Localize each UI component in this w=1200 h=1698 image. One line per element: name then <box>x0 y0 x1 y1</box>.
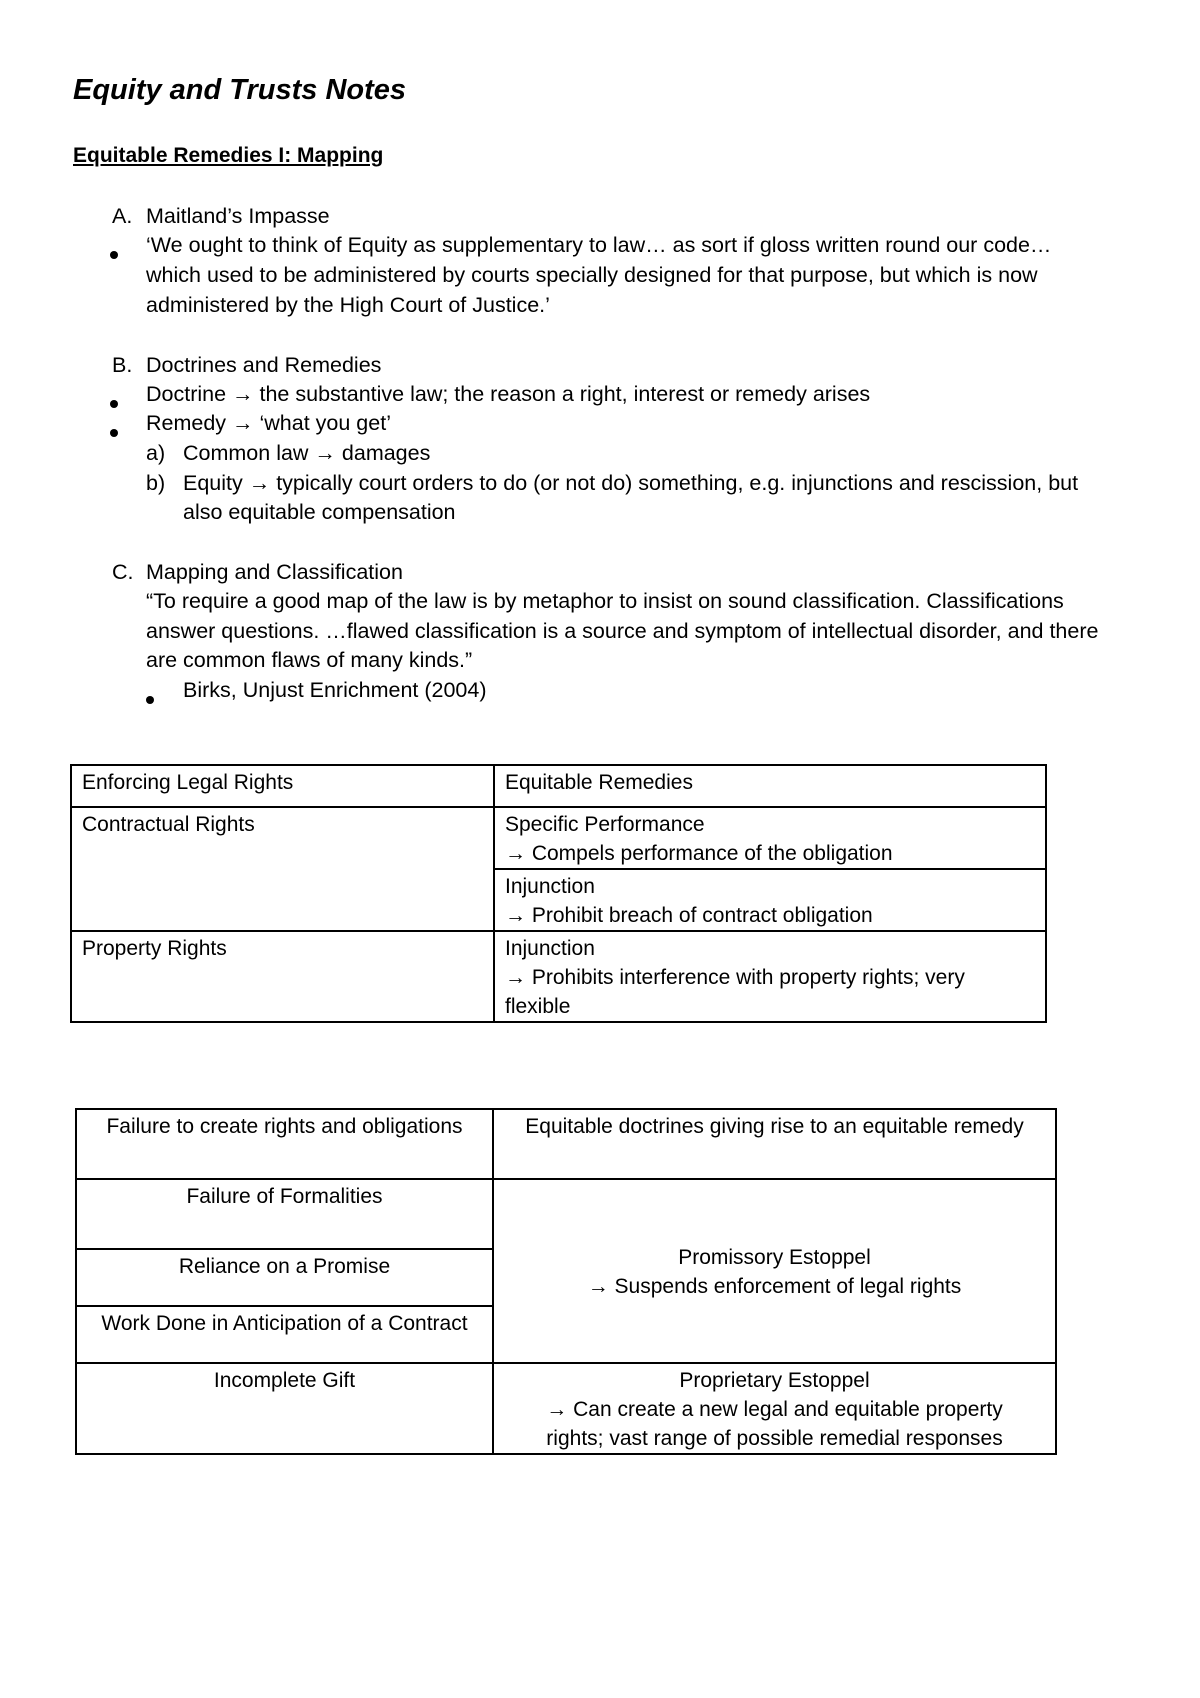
sub-a-marker: a) <box>146 441 166 465</box>
quote-line: which used to be administered by courts specially designed for that purpose, but which is now <box>146 263 1038 287</box>
remedy-title: Injunction <box>505 937 595 960</box>
doctrine-desc: → Suspends enforcement of legal rights <box>587 1275 962 1298</box>
bullet-icon <box>110 240 118 265</box>
remedy-desc: → Prohibits interference with property rights; very <box>505 966 965 989</box>
section-c-marker: C. <box>112 560 134 584</box>
table-row <box>76 1109 1056 1179</box>
table-row <box>71 807 1046 869</box>
table-cell: Contractual Rights <box>71 807 494 931</box>
bullet-icon <box>110 389 118 414</box>
table-row <box>76 1179 1056 1249</box>
quote-line: answer questions. …flawed classification is a source and symptom of intellectual disorder, and there <box>146 619 1099 643</box>
remedy-title: Specific Performance <box>505 813 705 836</box>
table-cell: Work Done in Anticipation of a Contract <box>76 1306 493 1363</box>
citation: Birks, Unjust Enrichment (2004) <box>183 678 487 702</box>
doctrine-bullet: Doctrine → the substantive law; the reason a right, interest or remedy arises <box>146 382 871 406</box>
quote-line: administered by the High Court of Justice.’ <box>146 293 550 317</box>
table-cell <box>494 807 1046 869</box>
section-b-heading: Doctrines and Remedies <box>146 353 382 377</box>
doctrine-title: Proprietary Estoppel <box>679 1369 870 1392</box>
remedy-desc: flexible <box>505 995 571 1018</box>
sub-b-marker: b) <box>146 471 166 495</box>
section-subtitle: Equitable Remedies I: Mapping <box>73 144 384 167</box>
doctrine-title: Promissory Estoppel <box>678 1246 871 1269</box>
table-cell <box>493 1179 1056 1363</box>
table-cell <box>493 1363 1056 1454</box>
table-header: Enforcing Legal Rights <box>71 765 494 807</box>
equitable-doctrines-table <box>75 1108 1057 1455</box>
table-header: Failure to create rights and obligations <box>76 1109 493 1179</box>
table-cell: Incomplete Gift <box>76 1363 493 1454</box>
table-cell: Property Rights <box>71 931 494 1022</box>
section-c-heading: Mapping and Classification <box>146 560 403 584</box>
table-row <box>71 765 1046 807</box>
doctrine-desc: rights; vast range of possible remedial responses <box>546 1427 1003 1450</box>
table-cell <box>494 931 1046 1022</box>
bullet-icon <box>146 685 154 710</box>
equity-item: Equity → typically court orders to do (or not do) something, e.g. injunctions and rescission, but <box>183 471 1079 495</box>
page-title: Equity and Trusts Notes <box>73 74 407 106</box>
remedy-desc: → Compels performance of the obligation <box>505 842 893 865</box>
quote-line: ‘We ought to think of Equity as supplementary to law… as sort if gloss written round our code… <box>146 233 1052 257</box>
quote-line: are common flaws of many kinds.” <box>146 648 473 672</box>
remedy-title: Injunction <box>505 875 595 898</box>
table-row <box>71 931 1046 1022</box>
remedy-desc: → Prohibit breach of contract obligation <box>505 904 873 927</box>
table-header: Equitable Remedies <box>494 765 1046 807</box>
table-cell <box>494 869 1046 931</box>
section-a-marker: A. <box>112 204 133 228</box>
equity-item-cont: also equitable compensation <box>183 500 456 524</box>
quote-line: “To require a good map of the law is by metaphor to insist on sound classification. Classifications <box>146 589 1064 613</box>
section-b-marker: B. <box>112 353 133 377</box>
common-law-item: Common law → damages <box>183 441 431 465</box>
section-a-heading: Maitland’s Impasse <box>146 204 330 228</box>
doctrine-desc: → Can create a new legal and equitable property <box>546 1398 1003 1421</box>
bullet-icon <box>110 418 118 443</box>
table-header: Equitable doctrines giving rise to an equitable remedy <box>493 1109 1056 1179</box>
table-cell: Reliance on a Promise <box>76 1249 493 1306</box>
table-row <box>76 1363 1056 1454</box>
remedy-bullet: Remedy → ‘what you get’ <box>146 411 391 435</box>
legal-rights-table <box>70 764 1047 1023</box>
table-cell: Failure of Formalities <box>76 1179 493 1249</box>
